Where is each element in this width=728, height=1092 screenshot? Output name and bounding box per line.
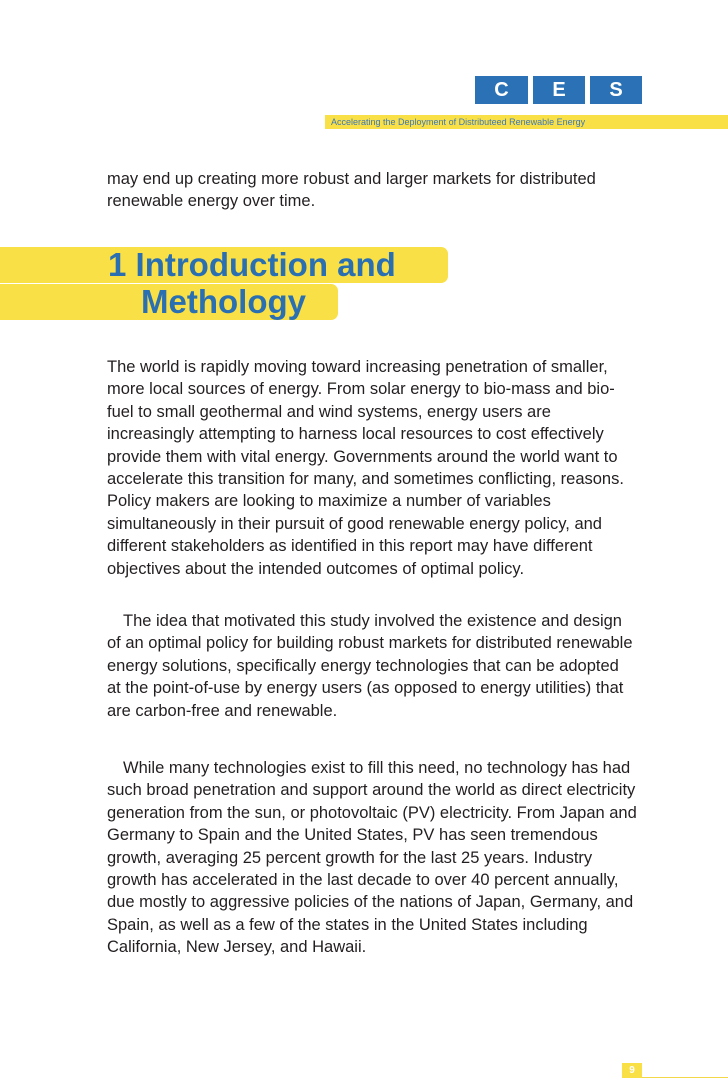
body-paragraph-2: The idea that motivated this study involved the existence and design of an optimal policy for building robust markets for distributed renewable energy solutions, specifically energy technologies that can be adopted at the point-of-use by energy users (as opposed to energy utilities) that are carbon-free and renewable. <box>107 612 633 720</box>
body-paragraph-3: While many technologies exist to fill this need, no technology has had such broad penetration and support around the world as direct electricity generation from the sun, or photovoltaic (PV) electricity. From Japan and Germany to Spain and the United States, PV has seen tremendous growth, averaging 25 percent growth for the last 25 years. Industry growth has accelerated in the last decade to over 40 percent annually, due mostly to aggressive policies of the nations of Japan, Germany, and Spain, as well as a few of the states in the United States including California, New Jersey, and Hawaii. <box>107 759 637 957</box>
section-heading-line1: 1 Introduction and <box>108 246 396 283</box>
footer-line <box>642 1077 728 1078</box>
section-heading <box>108 247 396 320</box>
section-heading-line2: Methology <box>141 283 306 320</box>
intro-paragraph: may end up creating more robust and larger markets for distributed renewable energy over time. <box>107 170 596 211</box>
logo-letter-e: E <box>533 76 585 104</box>
logo-letter-c: C <box>475 76 528 104</box>
page-number: 9 <box>622 1063 642 1078</box>
logo-letter-s: S <box>590 76 642 104</box>
body-paragraph-1: The world is rapidly moving toward increasing penetration of smaller, more local sources of energy. From solar energy to bio-mass and bio-fuel to small geothermal and wind systems, energy users are increasingly attempting to harness local resources to cost effectively provide them with vital energy. Governments around the world want to accelerate this transition for many, and sometimes conflicting, reasons. Policy makers are looking to maximize a number of variables simultaneously in their pursuit of good renewable energy policy, and different stakeholders as identified in this report may have different objectives about the intended outcomes of optimal policy. <box>107 358 624 578</box>
header-tagline: Accelerating the Deployment of Distributeed Renewable Energy <box>331 117 586 127</box>
